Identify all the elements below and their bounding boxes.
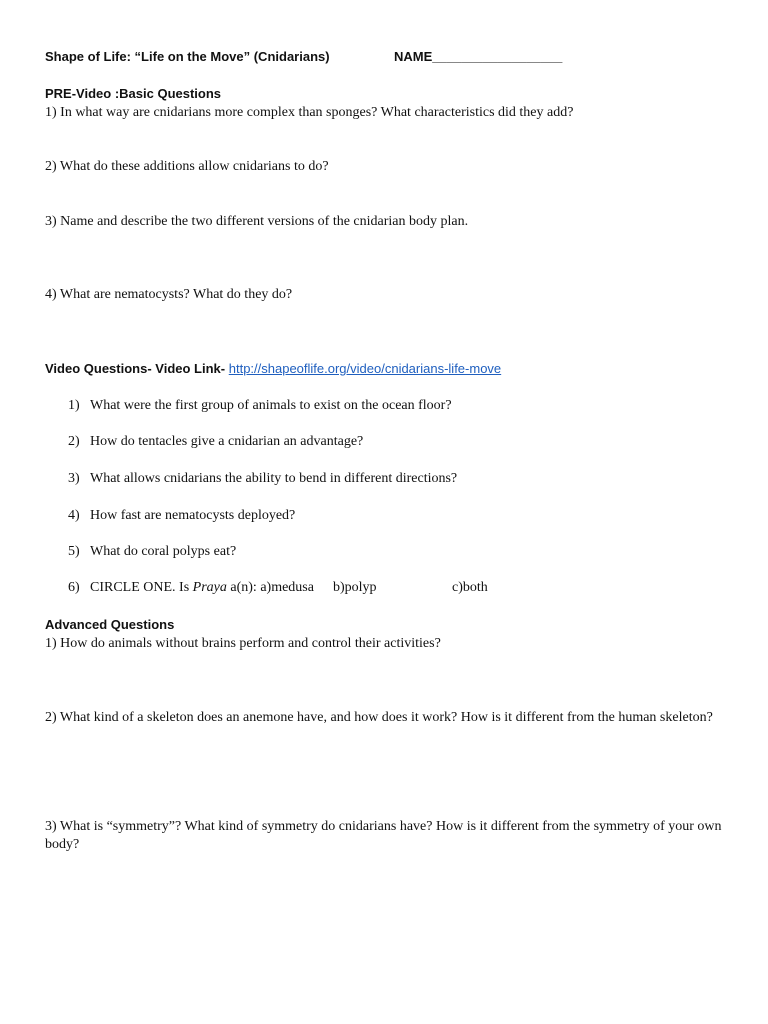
video-question-1-text: What were the first group of animals to exist on the ocean floor? <box>90 398 452 413</box>
video-questions-heading <box>45 361 501 376</box>
circle-one-prefix: CIRCLE ONE. Is <box>90 580 190 595</box>
option-b-polyp[interactable]: b)polyp <box>333 580 377 595</box>
pre-video-question-4: 4) What are nematocysts? What do they do? <box>45 287 293 302</box>
worksheet-title: Shape of Life: “Life on the Move” (Cnidarians) <box>45 49 330 64</box>
pre-video-heading: PRE-Video :Basic Questions <box>45 86 222 101</box>
video-question-3-text: What allows cnidarians the ability to bend in different directions? <box>90 471 458 486</box>
video-question-1-number: 1) <box>68 398 80 413</box>
name-field-label[interactable]: NAME__________________ <box>394 49 563 64</box>
video-question-4-text: How fast are nematocysts deployed? <box>90 508 296 523</box>
video-question-5-text: What do coral polyps eat? <box>90 544 237 559</box>
option-c-both[interactable]: c)both <box>452 580 488 595</box>
video-link[interactable]: http://shapeoflife.org/video/cnidarians-life-move <box>228 361 502 376</box>
pre-video-question-3: 3) Name and describe the two different versions of the cnidarian body plan. <box>45 214 469 229</box>
video-question-6-text <box>90 580 314 596</box>
video-question-2-text: How do tentacles give a cnidarian an advantage? <box>90 434 364 449</box>
video-heading-label: Video Questions- Video Link- <box>45 361 226 376</box>
advanced-questions-heading: Advanced Questions <box>45 617 175 632</box>
advanced-question-2: 2) What kind of a skeleton does an anemone have, and how does it work? How is it different from the human skeleton? <box>45 710 713 725</box>
pre-video-question-2: 2) What do these additions allow cnidarians to do? <box>45 159 329 174</box>
video-question-4-number: 4) <box>68 508 80 523</box>
pre-video-question-1: 1) In what way are cnidarians more complex than sponges? What characteristics did they add? <box>45 105 574 120</box>
video-question-5-number: 5) <box>68 544 80 559</box>
video-question-3-number: 3) <box>68 471 80 486</box>
video-question-2-number: 2) <box>68 434 80 449</box>
video-question-6-number: 6) <box>68 580 80 595</box>
option-a-medusa[interactable]: a(n): a)medusa <box>230 580 314 595</box>
praya-species-name: Praya <box>192 580 227 595</box>
advanced-question-3: 3) What is “symmetry”? What kind of symmetry do cnidarians have? How is it different from the symmetry of your own body? <box>45 819 722 852</box>
advanced-question-1: 1) How do animals without brains perform and control their activities? <box>45 636 441 651</box>
